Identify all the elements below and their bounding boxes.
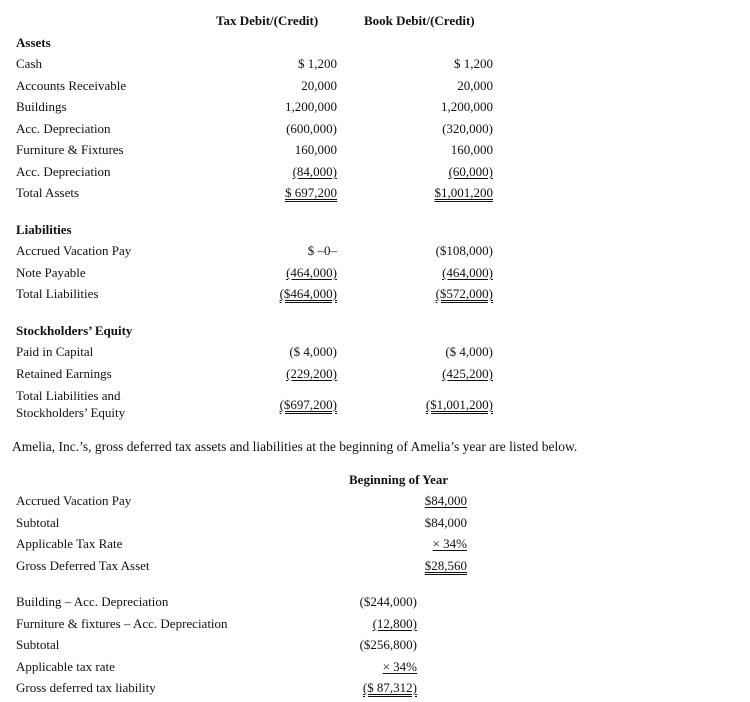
book-column-header: Book Debit/(Credit) — [364, 13, 475, 28]
row-label: Applicable Tax Rate — [16, 536, 123, 551]
tax-value: 160,000 — [294, 142, 337, 157]
tax-value: (464,000) — [286, 265, 337, 280]
beginning-of-year-header: Beginning of Year — [349, 472, 449, 487]
book-value: (425,200) — [442, 366, 493, 381]
asset-value: × 34% — [432, 536, 467, 551]
total-liab-equity-book: ($1,001,200) — [425, 397, 493, 412]
book-value: (464,000) — [442, 265, 493, 280]
total-liabilities-label: Total Liabilities — [16, 286, 99, 301]
gross-deferred-tax-liability-label: Gross deferred tax liability — [16, 680, 156, 695]
liability-value: ($256,800) — [359, 637, 417, 652]
row-label: Furniture & fixtures – Acc. Depreciation — [16, 616, 228, 631]
gross-deferred-tax-asset-label: Gross Deferred Tax Asset — [16, 558, 150, 573]
row-label: Subtotal — [16, 637, 60, 652]
total-liabilities-tax: ($464,000) — [279, 286, 337, 301]
row-label: Furniture & Fixtures — [16, 142, 124, 157]
row-label: Retained Earnings — [16, 366, 112, 381]
assets-heading: Assets — [16, 35, 51, 50]
tax-value: $ –0– — [307, 243, 337, 258]
gross-deferred-tax-asset-value: $28,560 — [424, 558, 467, 573]
row-label: Cash — [16, 56, 42, 71]
equity-heading: Stockholders’ Equity — [16, 323, 133, 338]
total-liab-equity-label-line2: Stockholders’ Equity — [16, 405, 126, 420]
total-assets-tax: $ 697,200 — [285, 185, 337, 200]
row-label: Accrued Vacation Pay — [16, 493, 132, 508]
tax-value: (600,000) — [286, 121, 337, 136]
tax-column-header: Tax Debit/(Credit) — [216, 13, 319, 28]
row-label: Accounts Receivable — [16, 78, 127, 93]
row-label: Note Payable — [16, 265, 86, 280]
row-label: Buildings — [16, 99, 67, 114]
tax-value: 20,000 — [301, 78, 337, 93]
book-value: $ 1,200 — [454, 56, 493, 71]
total-liabilities-book: ($572,000) — [435, 286, 493, 301]
tax-value: (229,200) — [286, 366, 337, 381]
tax-value: 1,200,000 — [285, 99, 337, 114]
gross-deferred-tax-liability-value: ($ 87,312) — [362, 680, 417, 695]
book-value: 20,000 — [457, 78, 493, 93]
row-label: Applicable tax rate — [16, 659, 115, 674]
asset-value: $84,000 — [424, 493, 467, 508]
asset-value: $84,000 — [424, 515, 467, 530]
tax-value: (84,000) — [292, 164, 337, 179]
row-label: Building – Acc. Depreciation — [16, 594, 169, 609]
liability-value: × 34% — [382, 659, 417, 674]
book-value: 160,000 — [450, 142, 493, 157]
book-value: (320,000) — [442, 121, 493, 136]
total-assets-book: $1,001,200 — [434, 185, 493, 200]
book-value: (60,000) — [448, 164, 493, 179]
total-assets-label: Total Assets — [16, 185, 80, 200]
liability-value: ($244,000) — [359, 594, 417, 609]
tax-value: $ 1,200 — [298, 56, 337, 71]
row-label: Acc. Depreciation — [16, 121, 111, 136]
row-label: Paid in Capital — [16, 344, 94, 359]
liabilities-heading: Liabilities — [16, 222, 72, 237]
tax-value: ($ 4,000) — [289, 344, 337, 359]
intro-text: Amelia, Inc.’s, gross deferred tax assets and liabilities at the beginning of Amelia’s year are listed below. — [12, 439, 578, 454]
row-label: Acc. Depreciation — [16, 164, 111, 179]
row-label: Subtotal — [16, 515, 60, 530]
row-label: Accrued Vacation Pay — [16, 243, 132, 258]
book-value: 1,200,000 — [441, 99, 493, 114]
total-liab-equity-tax: ($697,200) — [279, 397, 337, 412]
book-value: ($ 4,000) — [445, 344, 493, 359]
book-value: ($108,000) — [435, 243, 493, 258]
liability-value: (12,800) — [372, 616, 417, 631]
total-liab-equity-label-line1: Total Liabilities and — [16, 388, 121, 403]
